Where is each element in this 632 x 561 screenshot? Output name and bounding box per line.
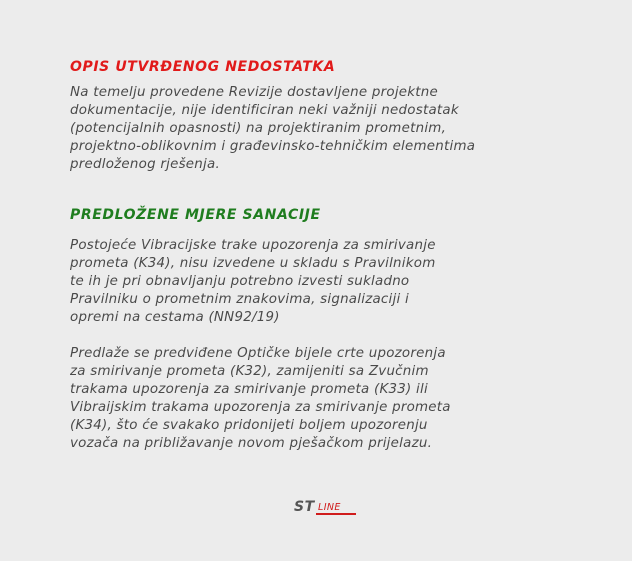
document-body: [70, 58, 600, 453]
text-line: trakama upozorenja za smirivanje prometa (K33) ili: [70, 382, 428, 397]
text-line: (potencijalnih opasnosti) na projektiranim prometnim,: [70, 121, 447, 136]
text-line: dokumentacije, nije identificiran neki važniji nedostatak: [70, 103, 459, 118]
defect-paragraph: [70, 84, 600, 174]
text-line: Na temelju provedene Revizije dostavljene projektne: [70, 85, 439, 100]
stline-logo: [294, 499, 364, 519]
text-line: Pravilniku o prometnim znakovima, signalizaciji i: [70, 292, 409, 307]
text-line: Postojeće Vibracijske trake upozorenja za smirivanje: [70, 238, 436, 253]
logo-line-text: LINE: [318, 502, 341, 513]
logo-st-text: ST: [294, 499, 315, 515]
remediation-paragraph-2: [70, 345, 600, 453]
text-line: Vibraijskim trakama upozorenja za smirivanje prometa: [70, 400, 451, 415]
text-line: projektno-oblikovnim i građevinsko-tehničkim elementima: [70, 139, 476, 154]
text-line: Predlaže se predviđene Optičke bijele crte upozorenja: [70, 346, 446, 361]
text-line: za smirivanje prometa (K32), zamijeniti sa Zvučnim: [70, 364, 429, 379]
remediation-heading: PREDLOŽENE MJERE SANACIJE: [70, 207, 321, 223]
logo-underline: [316, 513, 356, 515]
text-line: te ih je pri obnavljanju potrebno izvesti sukladno: [70, 274, 410, 289]
text-line: predloženog rješenja.: [70, 157, 220, 172]
text-line: prometa (K34), nisu izvedene u skladu s Pravilnikom: [70, 256, 436, 271]
text-line: opremi na cestama (NN92/19): [70, 310, 280, 325]
text-line: (K34), što će svakako pridonijeti boljem upozorenju: [70, 418, 428, 433]
defect-heading: OPIS UTVRĐENOG NEDOSTATKA: [70, 59, 336, 75]
text-line: vozača na približavanje novom pješačkom prijelazu.: [70, 436, 433, 451]
remediation-paragraph-1: [70, 237, 600, 327]
